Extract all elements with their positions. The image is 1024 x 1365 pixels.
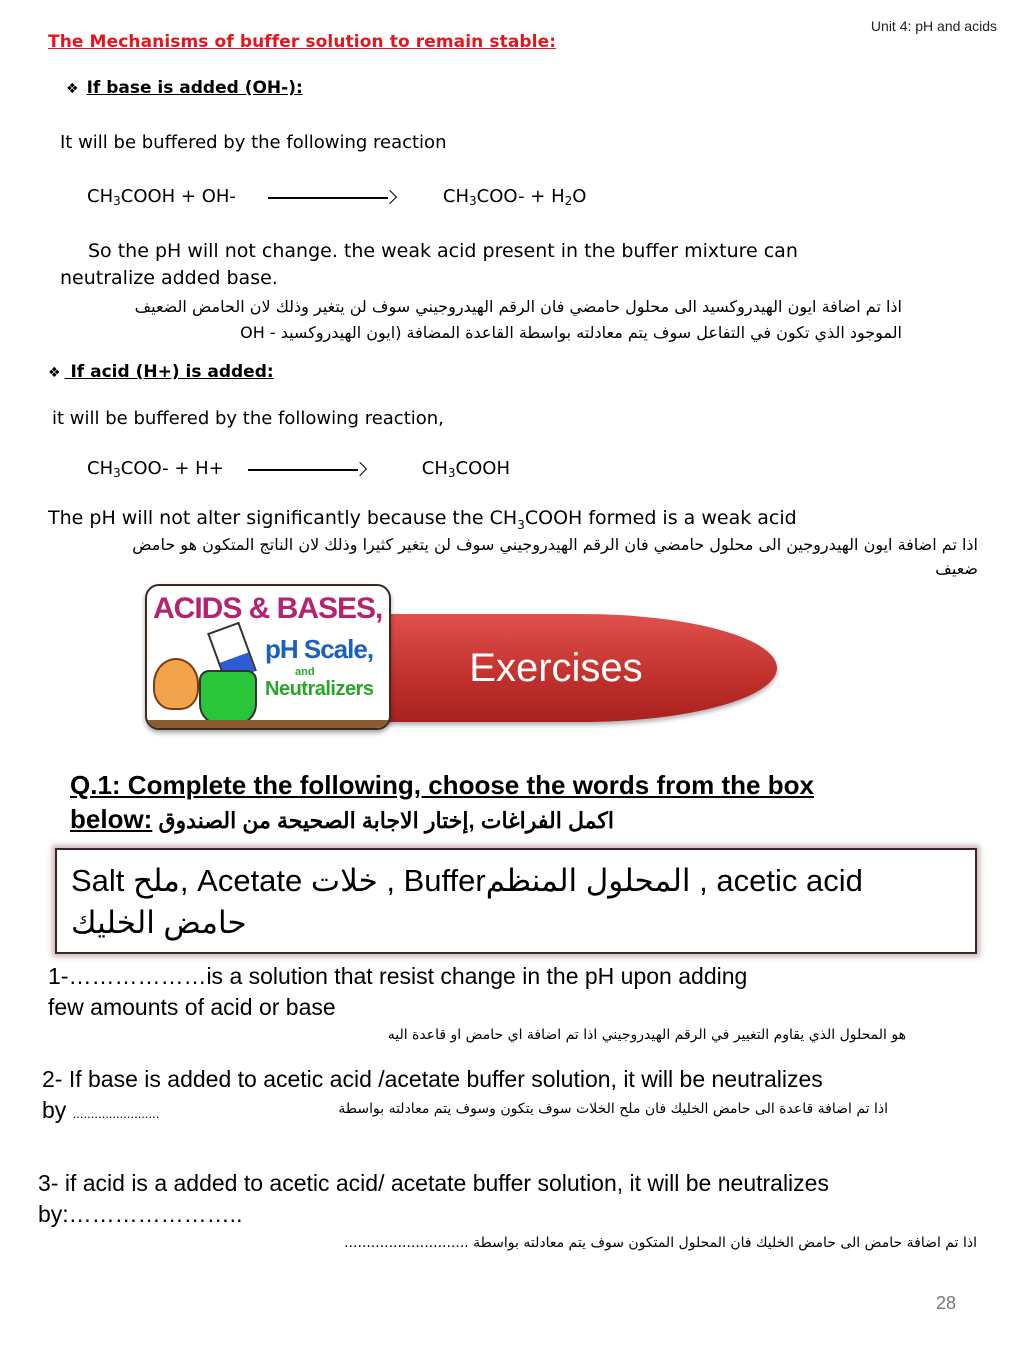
flask-icon bbox=[199, 670, 257, 726]
item1-line1: 1-………………is a solution that resist change in the pH upon adding bbox=[48, 963, 748, 989]
exercises-label: Exercises bbox=[469, 645, 643, 690]
page-number: 28 bbox=[936, 1293, 957, 1313]
item2-line1: 2- If base is added to acetic acid /acetate buffer solution, it will be neutralizes bbox=[42, 1066, 823, 1092]
item3-line1: 3- if acid is a added to acetic acid/ acetate buffer solution, it will be neutralizes bbox=[38, 1170, 829, 1196]
item2-by: by bbox=[42, 1097, 73, 1123]
base-arabic-line2: الموجود الذي تكون في التفاعل سوف يتم معادلته بواسطة القاعدة المضافة (ايون الهيدروكسيد - OH bbox=[240, 323, 902, 342]
item2-arabic: اذا تم اضافة قاعدة الى حامض الخليك فان ملح الخلات سوف يتكون وسوف يتم معادلته بواسطة bbox=[338, 1101, 888, 1117]
base-intro: It will be buffered by the following reaction bbox=[60, 132, 447, 153]
reaction-arrow-icon bbox=[268, 188, 396, 206]
question1-title-line1: Q.1: Complete the following, choose the words from the box bbox=[70, 770, 814, 800]
acid-equation bbox=[87, 458, 510, 480]
item2-blank: ........................ bbox=[72, 1106, 160, 1121]
base-section-heading bbox=[66, 78, 303, 98]
base-arabic-line1: اذا تم اضافة ايون الهيدروكسيد الى محلول حامضي فان الرقم الهيدروجيني سوف لن يتغير وذلك لان الحامض الضعيف bbox=[134, 297, 902, 316]
acid-arabic-line2: ضعيف bbox=[935, 559, 978, 578]
diamond-bullet-icon: ❖ bbox=[66, 81, 79, 97]
question1-title bbox=[70, 768, 950, 838]
acid-arabic-line1: اذا تم اضافة ايون الهيدروجين الى محلول حامضي فان الرقم الهيدروجيني سوف لن يتغير كثيرا وذلك لان الناتج المتكون هو حامض bbox=[132, 535, 978, 554]
question1-title-below: below: bbox=[70, 804, 153, 834]
base-reactants: $CH_3COOH + OH-$ bbox=[87, 186, 236, 208]
acid-section-heading bbox=[48, 362, 274, 382]
base-explanation-line2: neutralize added base. bbox=[60, 267, 278, 289]
item3-line2: by:………………….. bbox=[38, 1201, 243, 1227]
question1-title-arabic: اكمل الفراغات ,إختار الاجابة الصحيحة من الصندوق bbox=[152, 808, 614, 833]
item3-arabic: اذا تم اضافة حامض الى حامض الخليك فان المحلول المتكون سوف يتم معادلته بواسطة ............................ bbox=[344, 1235, 977, 1251]
word-box-line1: Salt ملح, Acetate خلات , Bufferالمحلول المنظم , acetic acid bbox=[71, 863, 863, 898]
page-title: The Mechanisms of buffer solution to remain stable: bbox=[48, 32, 557, 52]
illustration-and: and bbox=[295, 666, 315, 678]
base-equation bbox=[87, 186, 586, 208]
acid-reactants: $CH_3COO- + H+$ bbox=[87, 458, 224, 480]
illustration-neutralizers: Neutralizers bbox=[265, 678, 374, 700]
item1-line2: few amounts of acid or base bbox=[48, 994, 336, 1020]
exercises-banner bbox=[385, 614, 777, 722]
acid-product: $CH_3COOH$ bbox=[421, 458, 510, 480]
scientist-figure-icon bbox=[153, 658, 199, 710]
item1-arabic: هو المحلول الذي يقاوم التغيير في الرقم الهيدروجيني اذا تم اضافة اي حامض او قاعدة اليه bbox=[387, 1027, 906, 1043]
reaction-arrow-icon bbox=[248, 460, 366, 478]
question-item-1 bbox=[48, 961, 747, 1023]
base-products: $CH_3COO- + H_2O$ bbox=[442, 186, 587, 208]
illustration-subtitle: pH Scale, bbox=[265, 634, 374, 664]
acid-intro: it will be buffered by the following reaction, bbox=[52, 408, 444, 429]
question-item-3 bbox=[38, 1168, 829, 1230]
base-explanation-line1: So the pH will not change. the weak acid present in the buffer mixture can bbox=[88, 240, 798, 262]
word-box bbox=[55, 848, 977, 954]
unit-header: Unit 4: pH and acids bbox=[870, 18, 997, 34]
acids-bases-illustration bbox=[145, 584, 391, 730]
illustration-title: ACIDS & BASES, bbox=[153, 592, 383, 625]
base-heading-text: If base is added (OH-): bbox=[86, 78, 303, 98]
acid-explanation: The pH will not alter significantly because the $CH_3COOH$ formed is a weak acid bbox=[48, 507, 797, 532]
acid-heading-text: If acid (H+) is added: bbox=[64, 362, 274, 382]
diamond-bullet-icon: ❖ bbox=[48, 365, 61, 381]
word-box-line2: حامض الخليك bbox=[71, 905, 247, 940]
